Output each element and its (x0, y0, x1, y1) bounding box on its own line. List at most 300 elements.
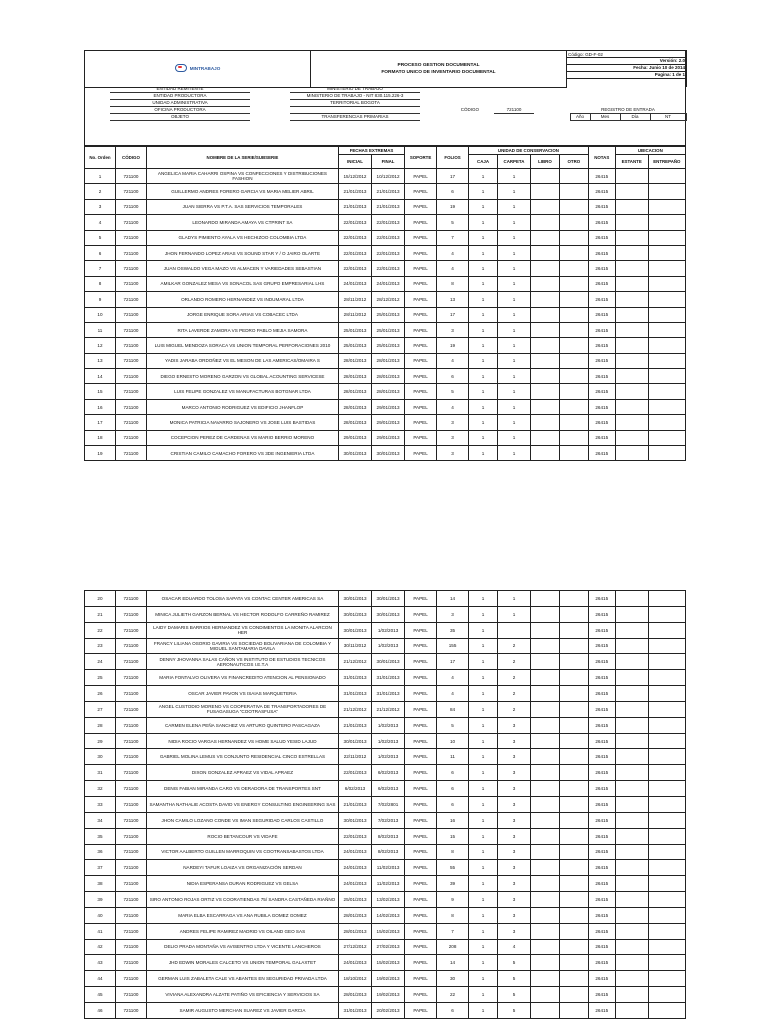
row-estante (615, 733, 648, 749)
row-libro (531, 606, 560, 622)
row-number: 20 (85, 591, 116, 607)
row-folios: 8 (437, 907, 469, 923)
row-nombre: ORLANDO ROMERO HERNANDEZ VS INDUMARAL LTDA (146, 292, 338, 307)
row-libro (531, 591, 560, 607)
row-soporte: PAPEL (405, 245, 437, 260)
row-soporte: PAPEL (405, 276, 437, 291)
row-otro (559, 384, 588, 399)
row-notas: 26415 (588, 749, 615, 765)
table-row (85, 591, 686, 607)
row-codigo: 721100 (115, 892, 146, 908)
row-soporte: PAPEL (405, 844, 437, 860)
row-caja: 1 (469, 292, 498, 307)
row-nombre: ANDRES FELIPE RAMIREZ MADRID VS OILAND GEO SAS (146, 923, 338, 939)
row-codigo: 721100 (115, 749, 146, 765)
row-codigo: 721100 (115, 638, 146, 654)
row-codigo: 721100 (115, 399, 146, 414)
row-number: 16 (85, 399, 116, 414)
row-notas: 26415 (588, 892, 615, 908)
row-estante (615, 230, 648, 245)
row-soporte: PAPEL (405, 399, 437, 414)
row-nombre: VICTOR AALBERTO GUILLEN MARROQUIN VS COOTRANSABASTOS LTDA (146, 844, 338, 860)
row-notas: 26415 (588, 654, 615, 670)
row-fecha-inicial: 30/01/2013 (339, 812, 372, 828)
row-fecha-inicial: 21/01/2013 (339, 717, 372, 733)
row-number: 34 (85, 812, 116, 828)
row-otro (559, 230, 588, 245)
row-fecha-final: 19/02/2013 (372, 971, 405, 987)
row-libro (531, 338, 560, 353)
row-otro (559, 670, 588, 686)
row-nombre: RITA LAVERDE ZAMORA VS PEDRO PABLO MEJIA SAMORA (146, 322, 338, 337)
row-entrepano (648, 796, 685, 812)
table-row (85, 169, 686, 184)
row-notas: 26415 (588, 261, 615, 276)
row-libro (531, 749, 560, 765)
row-fecha-final: 21/01/2013 (372, 199, 405, 214)
row-fecha-final: 28/12/2012 (372, 292, 405, 307)
row-otro (559, 717, 588, 733)
row-fecha-final: 30/01/2013 (372, 446, 405, 461)
row-otro (559, 1002, 588, 1018)
document-info (84, 86, 687, 121)
row-notas: 26415 (588, 860, 615, 876)
row-caja: 1 (469, 892, 498, 908)
row-fecha-final: 20/02/2013 (372, 1002, 405, 1018)
row-fecha-inicial: 27/12/2012 (339, 939, 372, 955)
row-codigo: 721100 (115, 169, 146, 184)
row-soporte: PAPEL (405, 701, 437, 717)
row-fecha-final: 30/01/2013 (372, 606, 405, 622)
row-estante (615, 844, 648, 860)
row-number: 9 (85, 292, 116, 307)
row-number: 27 (85, 701, 116, 717)
row-entrepano (648, 781, 685, 797)
row-number: 14 (85, 369, 116, 384)
row-soporte: PAPEL (405, 307, 437, 322)
table-row (85, 876, 686, 892)
row-nombre: MARIA ELBA ESCARRAGA VS ANA RUBILA GOMEZ GOMEZ (146, 907, 338, 923)
row-folios: 8 (437, 844, 469, 860)
row-codigo: 721100 (115, 765, 146, 781)
row-otro (559, 765, 588, 781)
row-fecha-inicial: 22/11/2012 (339, 749, 372, 765)
row-entrepano (648, 245, 685, 260)
row-estante (615, 399, 648, 414)
row-estante (615, 1002, 648, 1018)
table-row (85, 399, 686, 414)
row-carpeta: 3 (497, 749, 530, 765)
row-nombre: ANGEL CUSTODIO MORENO VS COOPERATIVA DE TRANSPORTADORES DE FUSAGASUGA "COOTRASFUSA" (146, 701, 338, 717)
table-row (85, 199, 686, 214)
row-estante (615, 245, 648, 260)
row-nombre: MARIA FONTALVO OLIVERA VS FINANCREDITO ATENCION AL PENSIONADO (146, 670, 338, 686)
row-libro (531, 717, 560, 733)
row-entrepano (648, 184, 685, 199)
row-number: 22 (85, 622, 116, 638)
row-fecha-final: 27/02/2013 (372, 939, 405, 955)
row-number: 12 (85, 338, 116, 353)
row-codigo: 721100 (115, 184, 146, 199)
row-folios: 16 (437, 812, 469, 828)
col-fechas-extremas: FECHAS EXTREMAS (338, 147, 404, 155)
row-estante (615, 199, 648, 214)
row-libro (531, 230, 560, 245)
row-codigo: 721100 (115, 622, 146, 638)
row-caja: 1 (469, 955, 498, 971)
row-entrepano (648, 1002, 685, 1018)
row-soporte: PAPEL (405, 430, 437, 445)
row-soporte: PAPEL (405, 369, 437, 384)
row-carpeta: 2 (497, 638, 530, 654)
row-notas: 26415 (588, 844, 615, 860)
row-number: 21 (85, 606, 116, 622)
row-libro (531, 638, 560, 654)
table-row (85, 733, 686, 749)
row-libro (531, 399, 560, 414)
row-caja: 1 (469, 245, 498, 260)
col-caja: CAJA (469, 155, 498, 169)
row-carpeta: 1 (497, 245, 530, 260)
row-fecha-final: 1/02/2013 (372, 622, 405, 638)
row-carpeta: 2 (497, 670, 530, 686)
meta-fecha: Fecha: Junio 10 de 2014 (567, 65, 687, 72)
row-caja: 1 (469, 971, 498, 987)
row-number: 1 (85, 169, 116, 184)
table-row (85, 430, 686, 445)
row-folios: 19 (437, 338, 469, 353)
row-number: 8 (85, 276, 116, 291)
row-libro (531, 686, 560, 702)
row-entrepano (648, 276, 685, 291)
row-carpeta: 1 (497, 384, 530, 399)
row-fecha-inicial: 31/01/2013 (339, 670, 372, 686)
row-nombre: JUAN SIERRA VS P.T.A. SAS SERVICIOS TEMPORALES (146, 199, 338, 214)
row-folios: 6 (437, 781, 469, 797)
row-entrepano (648, 939, 685, 955)
row-carpeta: 3 (497, 733, 530, 749)
row-carpeta: 3 (497, 892, 530, 908)
table-row (85, 828, 686, 844)
row-nombre: GERMAN LUIS ZABALETA CALE VS ABANTES EN SEGURIDAD PRIVADA LTDA (146, 971, 338, 987)
row-codigo: 721100 (115, 261, 146, 276)
row-entrepano (648, 971, 685, 987)
row-entrepano (648, 591, 685, 607)
row-otro (559, 292, 588, 307)
row-soporte: PAPEL (405, 638, 437, 654)
row-folios: 84 (437, 701, 469, 717)
table-row (85, 230, 686, 245)
row-libro (531, 199, 560, 214)
row-otro (559, 446, 588, 461)
row-otro (559, 353, 588, 368)
row-libro (531, 369, 560, 384)
row-estante (615, 322, 648, 337)
row-entrepano (648, 828, 685, 844)
row-otro (559, 892, 588, 908)
row-entrepano (648, 876, 685, 892)
row-caja: 1 (469, 654, 498, 670)
row-carpeta: 3 (497, 828, 530, 844)
row-folios: 208 (437, 939, 469, 955)
inventory-table-continued (84, 590, 686, 1019)
row-folios: 3 (437, 606, 469, 622)
row-otro (559, 261, 588, 276)
row-estante (615, 876, 648, 892)
row-carpeta: 1 (497, 415, 530, 430)
row-otro (559, 638, 588, 654)
row-libro (531, 292, 560, 307)
row-folios: 13 (437, 292, 469, 307)
row-libro (531, 828, 560, 844)
row-otro (559, 307, 588, 322)
row-entrepano (648, 292, 685, 307)
mintrabajo-logo (175, 64, 221, 72)
col-libro: LIBRO (531, 155, 560, 169)
row-nombre: MARCO ANTONIO RODRIGUEZ VS EDIFICIO JHANFLOP (146, 399, 338, 414)
row-caja: 1 (469, 1002, 498, 1018)
row-caja: 1 (469, 670, 498, 686)
row-notas: 26415 (588, 446, 615, 461)
table-row (85, 654, 686, 670)
col-nombre: NOMBRE DE LA SERIE/SUBSERIE (146, 147, 338, 169)
row-estante (615, 169, 648, 184)
row-libro (531, 1002, 560, 1018)
row-fecha-final: 30/01/2013 (372, 654, 405, 670)
row-caja: 1 (469, 606, 498, 622)
row-codigo: 721100 (115, 606, 146, 622)
row-nombre: CRISTIAN CAMILO CAMACHO FORERO VS 3DE INGENIERIA LTDA (146, 446, 338, 461)
row-estante (615, 215, 648, 230)
row-number: 45 (85, 987, 116, 1003)
col-notas: NOTAS (588, 147, 615, 169)
row-fecha-inicial: 28/01/2013 (338, 399, 371, 414)
registro-mes: Mes (590, 114, 620, 121)
row-libro (531, 876, 560, 892)
row-number: 42 (85, 939, 116, 955)
row-carpeta: 1 (497, 184, 530, 199)
row-codigo: 721100 (115, 276, 146, 291)
row-caja: 1 (469, 276, 498, 291)
row-codigo: 721100 (115, 430, 146, 445)
row-fecha-inicial: 28/11/2012 (338, 307, 371, 322)
row-fecha-final: 8/02/2013 (372, 844, 405, 860)
row-libro (531, 892, 560, 908)
row-otro (559, 338, 588, 353)
row-carpeta: 1 (497, 446, 530, 461)
row-carpeta: 1 (497, 353, 530, 368)
row-nombre: SAMANTHA NATHALIE ACOSTA DAVID VS ENERGY CONSULTING ENGINEERING SAS (146, 796, 338, 812)
row-number: 18 (85, 430, 116, 445)
row-nombre: NARDEYI TAFUR LOAIZA VS ORGANIZACIÓN SERDAN (146, 860, 338, 876)
row-fecha-final: 29/01/2013 (372, 415, 405, 430)
row-folios: 22 (437, 987, 469, 1003)
row-number: 36 (85, 844, 116, 860)
row-otro (559, 169, 588, 184)
row-soporte: PAPEL (405, 749, 437, 765)
row-carpeta: 1 (497, 606, 530, 622)
row-fecha-inicial: 28/01/2013 (338, 384, 371, 399)
row-soporte: PAPEL (405, 446, 437, 461)
row-folios: 10 (437, 733, 469, 749)
row-folios: 30 (437, 971, 469, 987)
row-caja: 1 (469, 307, 498, 322)
row-soporte: PAPEL (405, 670, 437, 686)
row-entrepano (648, 322, 685, 337)
row-libro (531, 987, 560, 1003)
row-codigo: 721100 (115, 591, 146, 607)
row-fecha-final: 28/01/2013 (372, 353, 405, 368)
row-estante (615, 654, 648, 670)
row-folios: 8 (437, 276, 469, 291)
row-estante (615, 415, 648, 430)
row-nombre: GLADYS PIMIENTO AYALA VS HECHIZOO COLOMBIA LTDA (146, 230, 338, 245)
row-carpeta: 3 (497, 717, 530, 733)
row-nombre: MINICA JULIETH GARZON BERNAL VS HECTOR RODOLFO CARREÑO RAMIREZ (146, 606, 338, 622)
registro-entrada-label: REGISTRO DE ENTRADA (570, 107, 686, 114)
row-fecha-inicial: 30/01/2013 (339, 622, 372, 638)
row-entrepano (648, 860, 685, 876)
row-fecha-inicial: 22/01/2013 (339, 765, 372, 781)
row-entrepano (648, 215, 685, 230)
row-estante (615, 606, 648, 622)
row-folios: 9 (437, 892, 469, 908)
col-folios: FOLIOS (437, 147, 469, 169)
row-fecha-inicial: 28/01/2013 (338, 353, 371, 368)
row-fecha-final: 28/01/2013 (372, 384, 405, 399)
row-codigo: 721100 (115, 923, 146, 939)
col-estante: ESTANTE (615, 155, 648, 169)
row-estante (615, 184, 648, 199)
row-caja: 1 (469, 591, 498, 607)
row-codigo: 721100 (115, 987, 146, 1003)
document-title (311, 51, 567, 88)
row-entrepano (648, 169, 685, 184)
col-inicial: INICIAL (338, 155, 371, 169)
row-carpeta: 1 (497, 215, 530, 230)
row-codigo: 721100 (115, 955, 146, 971)
row-caja: 1 (469, 384, 498, 399)
row-estante (615, 796, 648, 812)
row-notas: 26415 (588, 384, 615, 399)
row-libro (531, 169, 560, 184)
row-estante (615, 338, 648, 353)
row-caja: 1 (469, 876, 498, 892)
row-estante (615, 384, 648, 399)
row-carpeta: 1 (497, 369, 530, 384)
table-row (85, 923, 686, 939)
row-carpeta: 1 (497, 338, 530, 353)
row-carpeta: 1 (497, 322, 530, 337)
row-carpeta: 5 (497, 1002, 530, 1018)
row-entrepano (648, 338, 685, 353)
row-otro (559, 781, 588, 797)
row-otro (559, 812, 588, 828)
row-fecha-final: 7/02/2801 (372, 796, 405, 812)
row-fecha-final: 11/02/2013 (372, 860, 405, 876)
row-number: 32 (85, 781, 116, 797)
row-entrepano (648, 844, 685, 860)
row-notas: 26415 (588, 369, 615, 384)
row-codigo: 721100 (115, 844, 146, 860)
row-number: 11 (85, 322, 116, 337)
row-otro (559, 245, 588, 260)
row-nombre: DELIO PRADA MONTAÑA VS AVISENTRO LTDA Y VICENTE LANCHEROS (146, 939, 338, 955)
row-codigo: 721100 (115, 812, 146, 828)
col-soporte: SOPORTE (405, 147, 437, 169)
row-nombre: CARMEN ELENA PEÑA SANCHEZ VS ARTURO QUINTERO PASCAGAZA (146, 717, 338, 733)
row-folios: 6 (437, 796, 469, 812)
row-carpeta: 2 (497, 701, 530, 717)
row-codigo: 721100 (115, 781, 146, 797)
row-fecha-final: 13/02/2013 (372, 892, 405, 908)
row-estante (615, 686, 648, 702)
row-libro (531, 322, 560, 337)
row-notas: 26415 (588, 955, 615, 971)
row-folios: 14 (437, 591, 469, 607)
row-notas: 26415 (588, 876, 615, 892)
row-estante (615, 353, 648, 368)
row-caja: 1 (469, 717, 498, 733)
row-entrepano (648, 446, 685, 461)
row-nombre: GUILLERMO ANDRES FORERO GARCIA VS MARIA MELIER ABRIL (146, 184, 338, 199)
row-soporte: PAPEL (405, 654, 437, 670)
row-carpeta: 1 (497, 307, 530, 322)
row-soporte: PAPEL (405, 955, 437, 971)
row-nombre: NIDIA ESPERANSA DURAN RODRIGUEZ VS GELSA (146, 876, 338, 892)
row-entrepano (648, 765, 685, 781)
row-caja: 1 (469, 353, 498, 368)
row-fecha-final: 1/02/2013 (372, 749, 405, 765)
row-fecha-inicial: 21/01/2013 (338, 184, 371, 199)
row-otro (559, 215, 588, 230)
row-nombre: LAIDY DAMARIS BARRIOS HERNANDEZ VS CONDIMENTOS LA MONITA ALARCON HER (146, 622, 338, 638)
row-nombre: YADIS JARABA ORDOÑEZ VS EL MESON DE LAS AMERICAS/OMAIRA S (146, 353, 338, 368)
logo-text: MINTRABAJO (189, 65, 221, 71)
row-codigo: 721100 (115, 415, 146, 430)
row-fecha-final: 8/02/2013 (372, 828, 405, 844)
table-row (85, 1002, 686, 1018)
row-notas: 26415 (588, 606, 615, 622)
row-nombre: SIRO ANTONIO ROJAS ORTIZ VS COORATIENDAS 75/ SANDRA CASTAÑEDA RIAÑNO (146, 892, 338, 908)
row-estante (615, 828, 648, 844)
row-soporte: PAPEL (405, 971, 437, 987)
row-caja: 1 (469, 923, 498, 939)
row-notas: 26415 (588, 733, 615, 749)
row-nombre: NIDIA ROCIO VARGAS HERNANDEZ VS HOME SALUD YESID LAJUD (146, 733, 338, 749)
table-row (85, 261, 686, 276)
row-caja: 1 (469, 828, 498, 844)
row-carpeta: 3 (497, 812, 530, 828)
row-folios: 14 (437, 955, 469, 971)
table-row (85, 717, 686, 733)
col-no-orden: No. Orden (85, 147, 116, 169)
row-caja: 1 (469, 686, 498, 702)
row-fecha-final: 25/01/2013 (372, 322, 405, 337)
row-entrepano (648, 923, 685, 939)
row-notas: 26415 (588, 415, 615, 430)
row-caja: 1 (469, 261, 498, 276)
col-final: FINAL (372, 155, 405, 169)
row-otro (559, 654, 588, 670)
row-folios: 19 (437, 199, 469, 214)
row-estante (615, 892, 648, 908)
row-number: 41 (85, 923, 116, 939)
logo-cell (85, 51, 311, 88)
row-entrepano (648, 701, 685, 717)
row-estante (615, 261, 648, 276)
row-estante (615, 939, 648, 955)
